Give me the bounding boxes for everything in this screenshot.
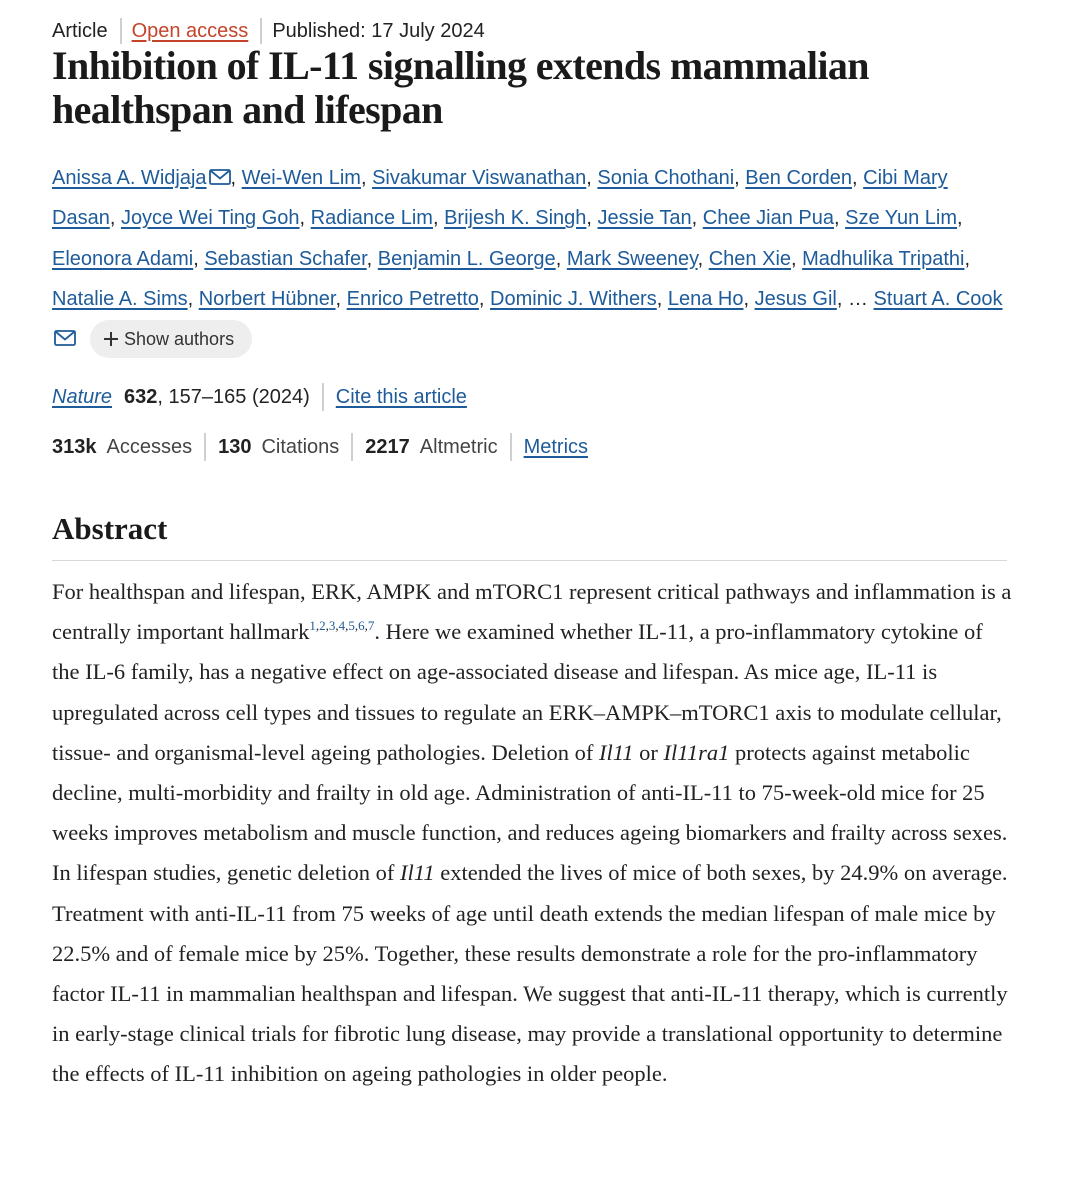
abstract-text-part: extended the lives of mice of both sexes, by 24.9% on average. Treatment with anti-IL-11 from 75 weeks of age until death extends the median lifespan of male mice by 22.5% and of female mice by 25%. Together, these results demonstrate a role for the pro-inflammatory factor IL-11 in mammalian healthspan and lifespan. We suggest that anti-IL-11 therapy, which is currently in early-stage clinical trials for fibrotic lung disease, may provide a translational opportunity to determine the effects of IL-11 inhibition on ageing pathologies in older people. bbox=[52, 860, 1008, 1087]
author-link[interactable]: Jesus Gil bbox=[754, 287, 837, 310]
cite-article-link[interactable]: Cite this article bbox=[335, 385, 467, 408]
citations-label: Citations bbox=[261, 435, 340, 458]
author-link[interactable]: Chen Xie bbox=[708, 247, 792, 270]
author-link[interactable]: Sebastian Schafer bbox=[204, 247, 367, 270]
gene-name: Il11 bbox=[598, 739, 634, 765]
abstract-heading: Abstract bbox=[52, 511, 168, 546]
author-link[interactable]: Mark Sweeney bbox=[566, 247, 698, 270]
author-link[interactable]: Norbert Hübner bbox=[198, 287, 336, 310]
email-icon[interactable] bbox=[209, 169, 231, 185]
article-type: Article bbox=[52, 19, 108, 42]
meta-divider bbox=[120, 18, 122, 44]
show-authors-button[interactable] bbox=[90, 320, 252, 358]
author-link[interactable]: Natalie A. Sims bbox=[52, 287, 188, 310]
article-meta bbox=[52, 17, 1007, 45]
author-link[interactable]: Dominic J. Withers bbox=[490, 287, 657, 310]
author-link[interactable]: Wei-Wen Lim bbox=[241, 167, 361, 189]
author-link[interactable]: Enrico Petretto bbox=[346, 287, 479, 310]
accesses-count: 313k bbox=[52, 435, 97, 458]
abstract-text-part: For healthspan and lifespan, ERK, AMPK and mTORC1 represent critical pathways and inflammation is a centrally important hallmark bbox=[52, 579, 1012, 645]
journal-link[interactable]: Nature bbox=[52, 385, 113, 408]
author-link[interactable]: Sivakumar Viswanathan bbox=[372, 167, 587, 189]
volume: 632 bbox=[124, 385, 158, 408]
meta-divider bbox=[260, 18, 262, 44]
altmetric-label: Altmetric bbox=[419, 435, 498, 458]
pages-year: , 157–165 (2024) bbox=[157, 385, 310, 408]
author-link[interactable]: Sonia Chothani bbox=[597, 167, 735, 189]
author-link[interactable]: Radiance Lim bbox=[310, 207, 433, 230]
reference-link[interactable]: 6 bbox=[358, 618, 365, 634]
accesses-label: Accesses bbox=[106, 435, 193, 458]
author-link[interactable]: Joyce Wei Ting Goh bbox=[120, 207, 300, 230]
citations-count: 130 bbox=[218, 435, 252, 458]
plus-icon bbox=[104, 332, 118, 346]
abstract-text bbox=[52, 572, 1012, 1095]
gene-name: Il11 bbox=[400, 860, 435, 886]
abstract-text-part: . Here we examined whether IL-11, a pro-inflammatory cytokine of the IL-6 family, has a negative effect on age-associated disease and lifespan. As mice age, IL-11 is upregulated across cell types and tissues to regulate an ERK–AMPK–mTORC1 axis to modulate cellular, tissue- and organismal-level ageing pathologies. Deletion of bbox=[52, 619, 1002, 765]
author-link[interactable]: Benjamin L. George bbox=[377, 247, 556, 270]
author-link[interactable]: Chee Jian Pua bbox=[702, 207, 834, 230]
author-link[interactable]: Jessie Tan bbox=[597, 207, 692, 230]
citation-line bbox=[52, 382, 1007, 412]
gene-name: Il11ra1 bbox=[663, 739, 730, 765]
article-metrics bbox=[52, 432, 1007, 462]
reference-links: 1,2,3,4,5,6,7 bbox=[309, 618, 375, 634]
author-link[interactable]: Brijesh K. Singh bbox=[444, 207, 587, 230]
metrics-divider bbox=[351, 433, 353, 461]
reference-link[interactable]: 7 bbox=[367, 618, 375, 634]
reference-link[interactable]: 1 bbox=[309, 618, 316, 634]
author-link[interactable]: Eleonora Adami bbox=[52, 247, 194, 270]
reference-link[interactable]: 3 bbox=[328, 618, 336, 634]
email-icon[interactable] bbox=[54, 330, 76, 346]
author-link[interactable]: Cibi Mary Dasan bbox=[52, 167, 948, 230]
altmetric-score: 2217 bbox=[365, 435, 410, 458]
author-link[interactable]: Madhulika Tripathi bbox=[802, 247, 965, 270]
author-link[interactable]: Stuart A. Cook bbox=[873, 287, 1003, 310]
author-list: Anissa A. Widjaja , Wei-Wen Lim, Sivakumar Viswanathan, Sonia Chothani, Ben Corden, Cibi Mary Dasan, Joyce Wei Ting Goh, Radiance Lim, Brijesh K. Singh, Jessie Tan, Chee Jian Pua, Sze Yun Lim, Eleonora Adami, Sebastian Schafer, Benjamin L. George, Mark Sweeney, Chen Xie, Madhulika Tripathi, Natalie A. Sims, Norbert Hübner, Enrico Petretto, Dominic J. Withers, Lena Ho, Jesus Gil, … Stuart A. Cook Show authors bbox=[52, 158, 1007, 359]
author-link[interactable]: Anissa A. Widjaja bbox=[52, 167, 207, 189]
authors-ellipsis: … bbox=[847, 287, 868, 310]
reference-link[interactable]: 2 bbox=[319, 618, 326, 634]
author-link[interactable]: Sze Yun Lim bbox=[845, 207, 958, 230]
citation-divider bbox=[322, 383, 324, 411]
show-authors-label: Show authors bbox=[124, 328, 235, 349]
metrics-link[interactable]: Metrics bbox=[523, 435, 589, 458]
reference-link[interactable]: 4 bbox=[338, 618, 346, 634]
abstract-text-part: protects against metabolic decline, multi-morbidity and frailty in old age. Administration of anti-IL-11 to 75-week-old mice for 25 weeks improves metabolism and muscle function, and reduces ageing biomarkers and frailty across sexes. In lifespan studies, genetic deletion of bbox=[52, 739, 1008, 886]
section-divider bbox=[52, 560, 1007, 561]
metrics-divider bbox=[204, 433, 206, 461]
reference-link[interactable]: 5 bbox=[348, 618, 355, 634]
article-title: Inhibition of IL-11 signalling extends mammalian healthspan and lifespan bbox=[52, 43, 869, 132]
author-link[interactable]: Lena Ho bbox=[667, 287, 744, 310]
author-link[interactable]: Ben Corden bbox=[745, 167, 853, 189]
published-date: Published: 17 July 2024 bbox=[272, 19, 485, 42]
abstract-text-part: or bbox=[633, 739, 664, 765]
open-access-link[interactable]: Open access bbox=[131, 19, 249, 42]
metrics-divider bbox=[510, 433, 512, 461]
